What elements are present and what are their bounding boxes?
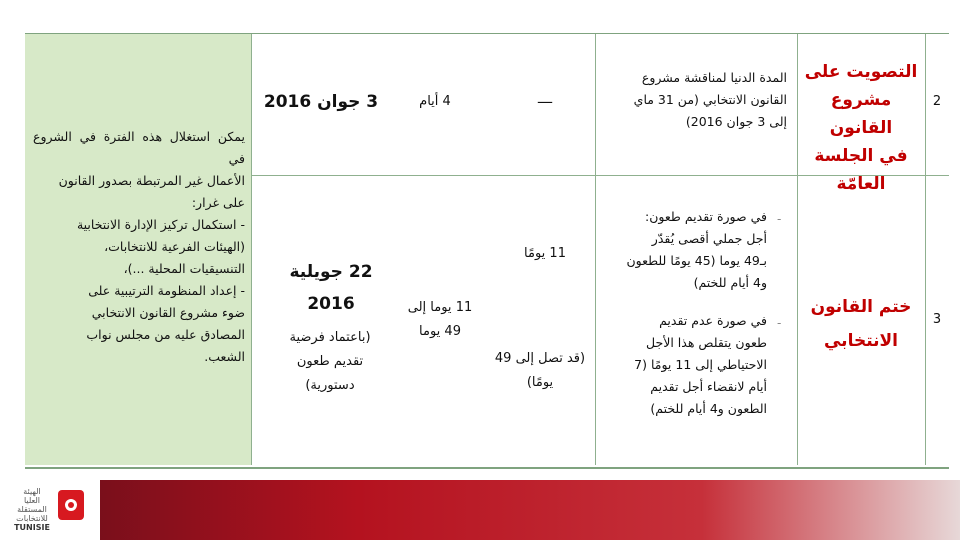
row-number: 3: [932, 312, 942, 327]
duration: 4 أيام: [419, 94, 451, 109]
logo-text: الهيئة العليا المستقلة للانتخابات TUNISIE: [14, 487, 50, 532]
duration-min: 11 يومًا: [524, 246, 566, 261]
duration-min: —: [537, 92, 553, 111]
bullet-dash: -: [777, 316, 782, 330]
footer-band: [100, 480, 960, 540]
condition-bullet-2: في صورة عدم تقديم طعون يتقلص هذا الأجل الاحتياطي إلى 11 يومًا (7 أيام لانقضاء أجل تقديم الطعون و4 أيام للختم): [634, 313, 767, 416]
tunisia-flag-icon: [58, 490, 84, 520]
deadline: 22 جويلية 2016: [289, 262, 373, 314]
stage-title: التصويت على مشروع القانون في الجلسة العامّة: [804, 62, 918, 194]
duration: 11 يوما إلى 49 يوما: [407, 300, 473, 339]
stage-description: المدة الدنيا لمناقشة مشروع القانون الانتخابي (من 31 ماي إلى 3 جوان 2016): [633, 70, 787, 129]
condition-bullet-1: في صورة تقديم طعون: أجل جملي أقصى يُقدّر بـ49 يوما (45 يومًا للطعون و4 أيام للختم): [626, 209, 767, 290]
duration-min-note: (قد تصل إلى 49 يومًا): [494, 351, 586, 390]
notes-text: يمكن استغلال هذه الفترة في الشروع في الأعمال غير المرتبطة بصدور القانون على غرار: - استكمال تركيز الإدارة الانتخابية (الهيئات الفرعية للانتخابات، التنسيقيات المحلية ...)، - إعداد المنظومة الترتيبية على ضوء مشروع القانون الانتخابي المصادق عليه من مجلس نواب الشعب.: [33, 129, 245, 364]
bullet-dash: -: [777, 212, 782, 226]
row-number: 2: [932, 94, 942, 109]
deadline: 3 جوان 2016: [263, 92, 379, 112]
deadline-note: (باعتماد فرضية تقديم طعون دستورية): [289, 330, 371, 393]
timeline-table: [25, 33, 949, 469]
stage-title: ختم القانون الانتخابي: [810, 297, 912, 351]
